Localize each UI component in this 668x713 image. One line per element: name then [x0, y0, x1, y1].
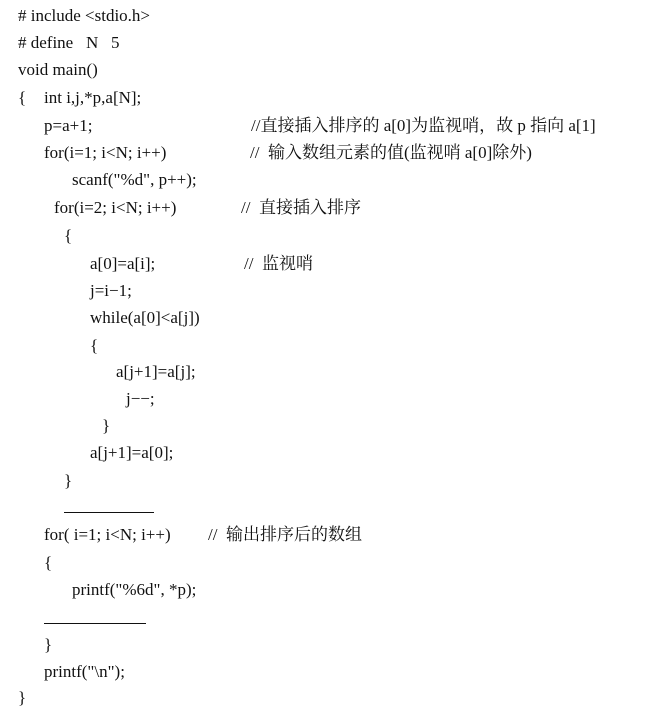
code-line-printf-value: printf("%6d", *p);	[72, 580, 197, 599]
code-line-while-open: {	[90, 336, 99, 355]
code-line-printf-newline: printf("\n");	[44, 662, 125, 681]
code-line-sort-open: {	[64, 226, 73, 245]
code-line-output-close: }	[44, 635, 53, 654]
code-line-sentinel: a[0]=a[i];	[90, 254, 156, 273]
code-comment-pointer: //直接插入排序的 a[0]为监视哨，故 p 指向 a[1]	[251, 116, 596, 135]
code-line-pointer-init: p=a+1;	[44, 116, 93, 135]
code-line-j-init: j=i−1;	[90, 281, 132, 300]
code-comment-input: // 输入数组元素的值(监视哨 a[0]除外)	[250, 143, 532, 162]
fill-in-blank-1[interactable]	[64, 512, 154, 513]
code-line-scanf: scanf("%d", p++);	[72, 170, 197, 189]
fill-in-blank-2[interactable]	[44, 623, 146, 624]
code-line-sort-close: }	[64, 471, 73, 490]
code-line-insert: a[j+1]=a[0];	[90, 443, 174, 462]
code-line-sort-loop: for(i=2; i<N; i++)	[54, 198, 177, 217]
code-line-include: # include <stdio.h>	[18, 6, 151, 25]
code-line-shift: a[j+1]=a[j];	[116, 362, 196, 381]
code-line-output-open: {	[44, 553, 53, 572]
code-comment-sort: // 直接插入排序	[241, 198, 361, 217]
code-comment-sentinel: // 监视哨	[244, 254, 313, 273]
code-comment-output: // 输出排序后的数组	[208, 525, 362, 544]
code-line-output-loop: for( i=1; i<N; i++)	[44, 525, 171, 544]
code-line-close-brace: }	[18, 688, 27, 707]
code-line-open-brace: {	[18, 88, 27, 107]
code-line-while-close: }	[102, 416, 111, 435]
code-line-declaration: int i,j,*p,a[N];	[44, 88, 142, 107]
code-line-decrement: j−−;	[126, 389, 155, 408]
code-line-while: while(a[0]<a[j])	[90, 308, 200, 327]
code-line-input-loop: for(i=1; i<N; i++)	[44, 143, 167, 162]
code-line-main: void main()	[18, 60, 98, 79]
code-line-define: # define N 5	[18, 33, 120, 52]
